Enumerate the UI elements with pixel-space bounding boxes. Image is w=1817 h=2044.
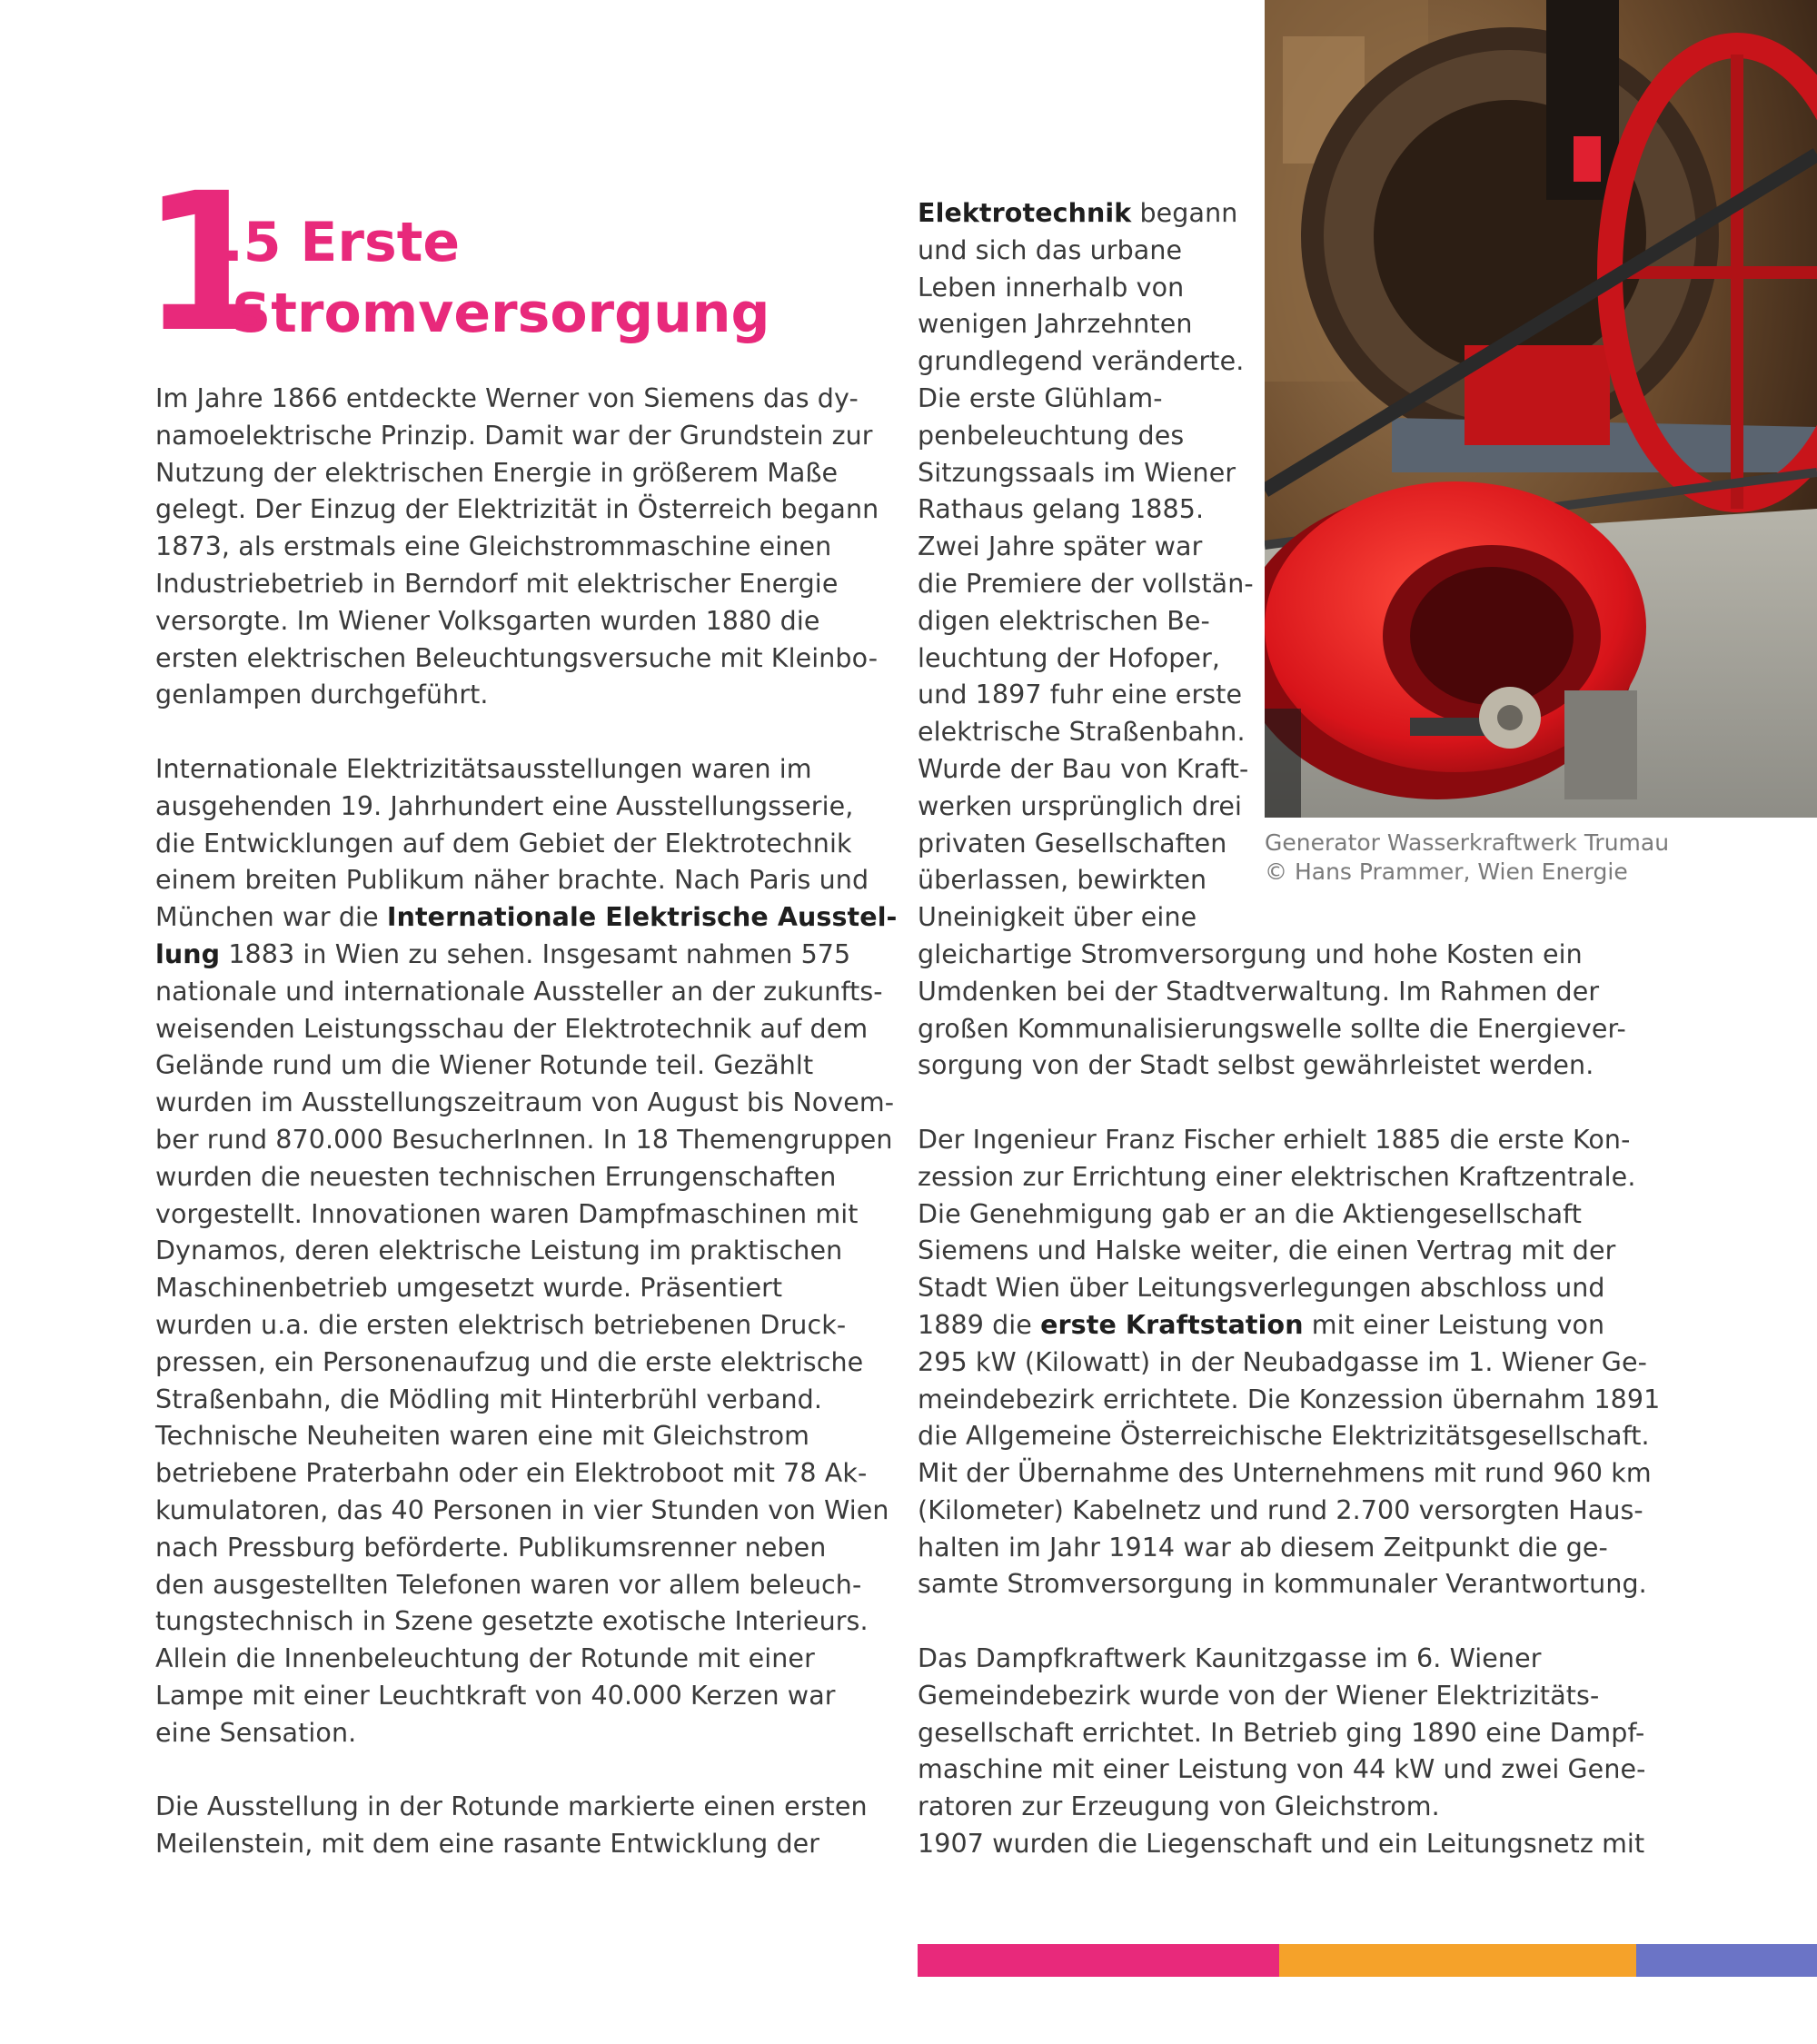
- text-run: (Kilometer) Kabelnetz und rund 2.700 versorgten Haus-: [918, 1494, 1643, 1525]
- right-text-line: [918, 1455, 1663, 1493]
- text-run: 1883 in Wien zu sehen. Insgesamt nahmen 575: [220, 938, 851, 969]
- text-run: penbeleuchtung des: [918, 420, 1185, 451]
- right-text-line: [918, 937, 1663, 974]
- text-run: wurden die neuesten technischen Errungenschaften: [155, 1161, 837, 1192]
- text-run: Stadt Wien über Leitungsverlegungen abschloss und: [918, 1273, 1605, 1304]
- text-run: nationale und internationale Aussteller an der zukunfts-: [155, 976, 883, 1007]
- text-run: wurden im Ausstellungszeitraum von August bis Novem-: [155, 1087, 895, 1118]
- text-run: überlassen, bewirkten: [918, 865, 1207, 896]
- text-run: Straßenbahn, die Mödling mit Hinterbrühl verband.: [155, 1384, 823, 1414]
- text-run: meindebezirk errichtete. Die Konzession übernahm 1891: [918, 1384, 1661, 1414]
- text-run: ber rund 870.000 BesucherInnen. In 18 Themengruppen: [155, 1124, 893, 1155]
- text-run: Technische Neuheiten waren eine mit Gleichstrom: [155, 1421, 809, 1452]
- left-text-line: [155, 677, 882, 714]
- left-text-line: [155, 1789, 882, 1826]
- left-text-line: [155, 640, 882, 678]
- text-run: die Entwicklungen auf dem Gebiet der Elektrotechnik: [155, 828, 852, 858]
- text-run: elektrische Straßenbahn.: [918, 717, 1246, 748]
- text-run: vorgestellt. Innovationen waren Dampfmaschinen mit: [155, 1198, 859, 1229]
- text-run: samte Stromversorgung in kommunaler Verantwortung.: [918, 1569, 1647, 1600]
- footer-bar-pink: [918, 1944, 1279, 1977]
- text-run: 1873, als erstmals eine Gleichstrommaschine einen: [155, 531, 832, 562]
- right-text-line: [918, 1418, 1663, 1455]
- left-text-line: [155, 1159, 882, 1196]
- text-run: zession zur Errichtung einer elektrischen Kraftzentrale.: [918, 1161, 1636, 1192]
- paragraph-gap: [918, 1603, 1663, 1641]
- left-text-line: [155, 603, 882, 640]
- text-run: mit einer Leistung von: [1303, 1309, 1605, 1340]
- text-run: Die erste Glühlam-: [918, 382, 1163, 413]
- text-run: weisenden Leistungsschau der Elektrotechnik auf dem: [155, 1013, 869, 1044]
- right-text-line: [918, 1159, 1663, 1196]
- text-run: Internationale Elektrizitätsausstellungen waren im: [155, 753, 812, 784]
- left-text-line: [155, 529, 882, 566]
- text-run: gesellschaft errichtet. In Betrieb ging 1890 eine Dampf-: [918, 1717, 1645, 1748]
- text-run: namoelektrische Prinzip. Damit war der Grundstein zur: [155, 420, 873, 451]
- left-text-column: [155, 381, 898, 1863]
- footer-bar-orange: [1279, 1944, 1636, 1977]
- right-text-line: [918, 899, 1663, 937]
- left-text-line: [155, 974, 882, 1011]
- left-text-line: [155, 1493, 889, 1530]
- right-text-line: [918, 1270, 1663, 1307]
- left-text-line: [155, 1307, 882, 1344]
- caption-line2: © Hans Prammer, Wien Energie: [1265, 858, 1628, 885]
- text-run: Dynamos, deren elektrische Leistung im praktischen: [155, 1235, 843, 1266]
- right-text-line: [918, 1493, 1663, 1530]
- text-run: Gelände rund um die Wiener Rotunde teil. Gezählt: [155, 1050, 814, 1081]
- text-run: digen elektrischen Be-: [918, 605, 1210, 636]
- right-text-line: [918, 1047, 1663, 1085]
- left-text-line: [155, 491, 882, 529]
- text-run: kumulatoren, das 40 Personen in vier Stunden von Wien: [155, 1494, 889, 1525]
- text-run: halten im Jahr 1914 war ab diesem Zeitpunkt die ge-: [918, 1532, 1608, 1563]
- text-run: ausgehenden 19. Jahrhundert eine Ausstellungsserie,: [155, 790, 854, 821]
- left-text-line: [155, 937, 882, 974]
- left-text-line: [155, 862, 882, 899]
- right-text-line: [918, 1715, 1663, 1752]
- text-run: tungstechnisch in Szene gesetzte exotische Interieurs.: [155, 1606, 869, 1637]
- text-run: ersten elektrischen Beleuchtungsversuche mit Kleinbo-: [155, 642, 879, 673]
- right-text-line: [918, 1233, 1663, 1270]
- text-run: versorgte. Im Wiener Volksgarten wurden 1880 die: [155, 605, 820, 636]
- left-text-line: [155, 1530, 882, 1567]
- text-run: Umdenken bei der Stadtverwaltung. Im Rahmen der: [918, 976, 1600, 1007]
- text-run: Meilenstein, mit dem eine rasante Entwicklung der: [155, 1829, 820, 1860]
- text-run: 295 kW (Kilowatt) in der Neubadgasse im 1. Wiener Ge-: [918, 1346, 1648, 1377]
- text-run: gleichartige Stromversorgung und hohe Kosten ein: [918, 938, 1583, 969]
- text-run: ratoren zur Erzeugung von Gleichstrom.: [918, 1791, 1440, 1822]
- left-text-line: [155, 1455, 882, 1493]
- left-text-line: [155, 789, 882, 826]
- text-run: sorgung von der Stadt selbst gewährleistet werden.: [918, 1050, 1594, 1081]
- footer-bar-blue: [1636, 1944, 1817, 1977]
- text-run: betriebene Praterbahn oder ein Elektroboot mit 78 Ak-: [155, 1458, 868, 1489]
- right-text-line: [918, 1641, 1663, 1678]
- text-run: Wurde der Bau von Kraft-: [918, 753, 1249, 784]
- text-run: genlampen durchgeführt.: [155, 680, 489, 710]
- text-run: Der Ingenieur Franz Fischer erhielt 1885 die erste Kon-: [918, 1124, 1631, 1155]
- text-run: Zwei Jahre später war: [918, 531, 1203, 562]
- left-text-line: [155, 1122, 893, 1159]
- text-run: Maschinenbetrieb umgesetzt wurde. Präsentiert: [155, 1273, 783, 1304]
- text-run: Mit der Übernahme des Unternehmens mit rund 960 km: [918, 1458, 1652, 1489]
- right-text-line: [918, 1382, 1663, 1419]
- paragraph-gap: [918, 1085, 1663, 1122]
- photo-caption: [1265, 829, 1773, 887]
- text-run: eine Sensation.: [155, 1717, 357, 1748]
- left-text-line: [155, 1270, 882, 1307]
- caption-line1: Generator Wasserkraftwerk Trumau: [1265, 829, 1670, 856]
- left-text-line: [155, 1011, 882, 1048]
- text-run: maschine mit einer Leistung von 44 kW und zwei Gene-: [918, 1754, 1646, 1785]
- text-run: die Allgemeine Österreichische Elektrizitätsgesellschaft.: [918, 1421, 1650, 1452]
- bold-term: lung: [155, 938, 221, 969]
- section-heading: [141, 152, 868, 374]
- text-run: Lampe mit einer Leuchtkraft von 40.000 Kerzen war: [155, 1680, 836, 1711]
- right-text-line: [918, 1307, 1663, 1344]
- left-text-line: [155, 1603, 882, 1641]
- right-text-line: [918, 1566, 1663, 1603]
- left-text-line: [155, 751, 882, 789]
- text-run: 1907 wurden die Liegenschaft und ein Leitungsnetz mit: [918, 1829, 1645, 1860]
- right-text-line: [918, 1751, 1663, 1789]
- text-run: Im Jahre 1866 entdeckte Werner von Siemens das dy-: [155, 383, 859, 413]
- bold-term: Internationale Elektrische Ausstel-: [386, 902, 898, 933]
- text-run: Rathaus gelang 1885.: [918, 494, 1205, 525]
- text-run: wurden u.a. die ersten elektrisch betriebenen Druck-: [155, 1309, 847, 1340]
- left-text-line: [155, 455, 882, 492]
- text-run: Die Ausstellung in der Rotunde markierte einen ersten: [155, 1791, 868, 1822]
- text-run: Gemeindebezirk wurde von der Wiener Elektrizitäts-: [918, 1680, 1600, 1711]
- section-number: 1: [141, 152, 267, 374]
- text-run: leuchtung der Hofoper,: [918, 642, 1221, 673]
- text-run: grundlegend veränderte.: [918, 346, 1245, 377]
- paragraph-gap: [155, 1751, 882, 1789]
- text-run: Siemens und Halske weiter, die einen Vertrag mit der: [918, 1235, 1616, 1266]
- left-text-line: [155, 1085, 895, 1122]
- left-text-line: [155, 1233, 882, 1270]
- text-run: werken ursprünglich drei: [918, 790, 1243, 821]
- right-text-line: [918, 1011, 1663, 1048]
- left-text-line: [155, 1678, 882, 1715]
- text-run: München war die: [155, 902, 387, 933]
- left-text-line: [155, 418, 882, 455]
- right-text-line: [918, 974, 1663, 1011]
- text-run: nach Pressburg beförderte. Publikumsrenner neben: [155, 1532, 827, 1563]
- left-text-line: [155, 381, 882, 418]
- text-run: 1889 die: [918, 1309, 1041, 1340]
- text-run: großen Kommunalisierungswelle sollte die Energiever-: [918, 1013, 1626, 1044]
- left-text-line: [155, 1344, 882, 1382]
- left-text-line: [155, 826, 882, 863]
- right-text-line: [918, 1789, 1663, 1826]
- section-title-line2: Stromversorgung: [232, 282, 770, 345]
- bold-term: erste Kraftstation: [1040, 1309, 1304, 1340]
- left-text-line: [155, 1567, 882, 1604]
- text-run: den ausgestellten Telefonen waren vor allem beleuch-: [155, 1569, 862, 1600]
- text-run: und sich das urbane: [918, 234, 1183, 265]
- paragraph-gap: [155, 714, 882, 751]
- left-text-line: [155, 1641, 882, 1678]
- left-text-line: [155, 1826, 882, 1863]
- text-run: Das Dampfkraftwerk Kaunitzgasse im 6. Wiener: [918, 1643, 1542, 1674]
- text-run: pressen, ein Personenaufzug und die erste elektrische: [155, 1346, 864, 1377]
- text-run: Sitzungssaals im Wiener: [918, 457, 1236, 488]
- left-text-line: [155, 1715, 882, 1752]
- text-run: und 1897 fuhr eine erste: [918, 680, 1243, 710]
- text-run: gelegt. Der Einzug der Elektrizität in Österreich begann: [155, 494, 879, 525]
- text-run: die Premiere der vollstän-: [918, 568, 1254, 599]
- left-text-line: [155, 1418, 882, 1455]
- text-run: begann: [1131, 198, 1238, 228]
- bold-term: Elektrotechnik: [918, 198, 1132, 228]
- text-run: Leben innerhalb von: [918, 272, 1185, 303]
- text-run: Uneinigkeit über eine: [918, 902, 1197, 933]
- text-run: einem breiten Publikum näher brachte. Nach Paris und: [155, 865, 869, 896]
- text-run: Die Genehmigung gab er an die Aktiengesellschaft: [918, 1198, 1583, 1229]
- right-text-line: [918, 1344, 1663, 1382]
- left-text-line: [155, 899, 898, 937]
- text-run: Industriebetrieb in Berndorf mit elektrischer Energie: [155, 568, 839, 599]
- right-text-line: [918, 1122, 1663, 1159]
- left-text-line: [155, 1382, 882, 1419]
- right-text-line: [918, 1530, 1663, 1567]
- text-run: Allein die Innenbeleuchtung der Rotunde mit einer: [155, 1643, 815, 1674]
- section-title-line1: .5 Erste: [223, 211, 461, 274]
- left-text-line: [155, 1196, 882, 1234]
- right-text-line: [918, 1196, 1663, 1234]
- left-text-line: [155, 566, 882, 603]
- generator-photo: [1265, 0, 1817, 818]
- text-run: privaten Gesellschaften: [918, 828, 1227, 858]
- left-text-line: [155, 1047, 882, 1085]
- text-run: wenigen Jahrzehnten: [918, 309, 1193, 340]
- right-text-line: [918, 1826, 1663, 1863]
- right-text-line: [918, 1678, 1663, 1715]
- text-run: Nutzung der elektrischen Energie in größerem Maße: [155, 457, 839, 488]
